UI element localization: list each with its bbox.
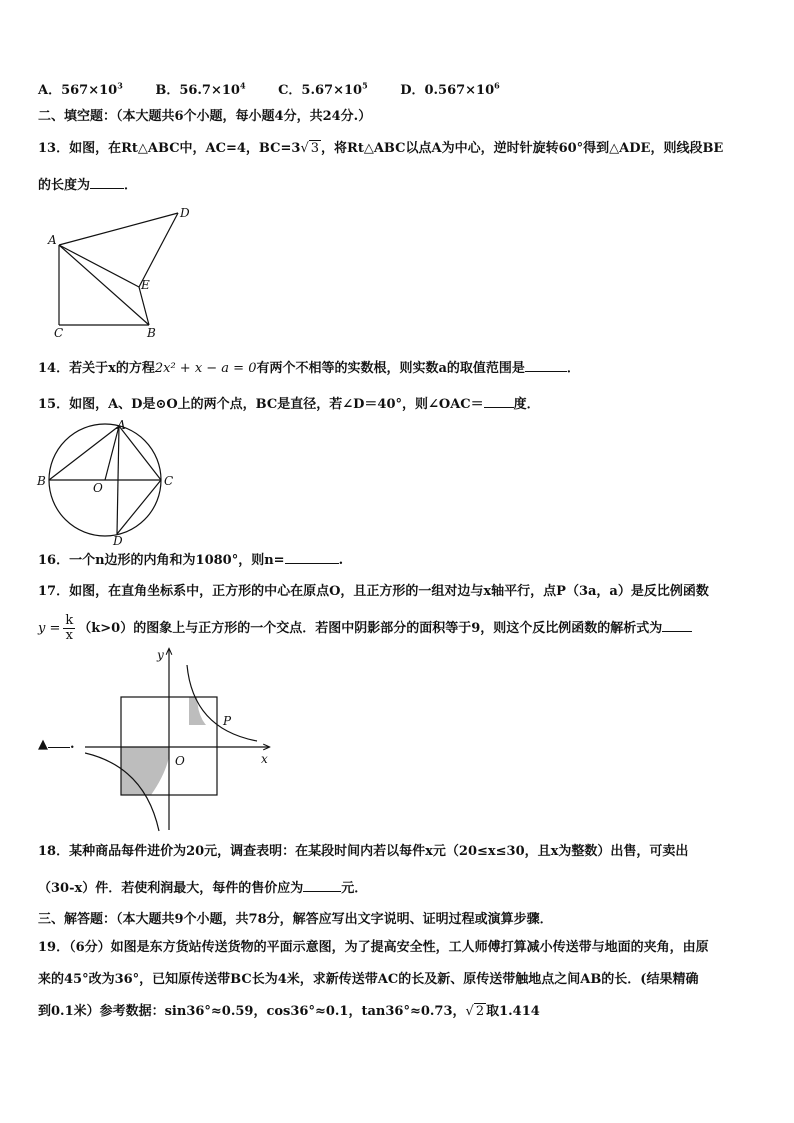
answer-blank[interactable] [303,879,341,892]
label-B: B [147,326,156,340]
label-E: E [141,278,150,292]
label-P: P [223,714,232,728]
q17-figure [85,645,285,835]
q12-option-c: C．$5.67\times 10^5$ [278,80,368,98]
label-y: y [157,648,164,662]
q18-line2: （30-x）件．若使利润最大，每件的售价应为 元． [38,881,368,896]
answer-blank[interactable] [285,551,339,564]
q17-line3: ▲ . [38,737,75,752]
q13-line1: 13．如图，在Rt△ABC中，AC=4，BC=3√ 3 ，将Rt△ABC以点A为中心，逆时针旋转60°得到△ADE，则线段BE [38,141,724,156]
answer-blank[interactable] [484,395,514,408]
label-A: A [117,418,126,432]
q18-line1: 18．某种商品每件进价为20元，调查表明：在某段时间内若以每件x元（20≤x≤30，且x为整数）出售，可卖出 [38,844,689,859]
q12-options [38,82,528,100]
triangle-marker-icon: ▲ [38,737,48,752]
answer-blank[interactable] [90,176,124,189]
q17-line1: 17．如图，在直角坐标系中，正方形的中心在原点O，且正方形的一组对边与x轴平行，点P（3a，a）是反比例函数 [38,584,709,599]
answer-blank[interactable] [662,619,692,632]
q15-figure [35,418,175,548]
sqrt-3: √ 3 [300,141,320,156]
fraction-k-over-x: $\frac{k}{x}$ [65,613,74,643]
label-D: D [113,534,123,548]
label-C: C [54,326,64,340]
q19-line3: 到0.1米）参考数据：sin36°≈0.59，cos36°≈0.1，tan36°≈0.73，√ 2 取1.414 [38,1004,540,1019]
label-A: A [48,233,57,247]
q14-line: 14．若关于x的方程2x² + x − a = 0有两个不相等的实数根，则实数a的取值范围是 ． [38,361,580,376]
q12-option-b: B．$56.7\times 10^4$ [155,80,246,98]
label-B: B [37,474,46,488]
label-D: D [180,206,190,220]
q15-line: 15．如图，A、D是⊙O上的两个点，BC是直径，若∠D＝40°，则∠OAC＝ 度． [38,397,540,412]
q12-option-a: A．$567\times 10^3$ [38,80,123,98]
section3-header: 三、解答题：（本大题共9个小题，共78分，解答应写出文字说明、证明过程或演算步骤． [38,912,553,927]
q12-option-d: D．$0.567\times 10^6$ [400,80,500,98]
q16-line: 16．一个n边形的内角和为1080°，则n= . [38,553,344,568]
sqrt-2: √ 2 [465,1004,485,1019]
label-O: O [93,481,103,495]
q19-line1: 19．（6分）如图是东方货站传送货物的平面示意图，为了提高安全性，工人师傅打算减小传送带与地面的夹角，由原 [38,940,709,955]
section2-header: 二、填空题：（本大题共6个小题，每小题4分，共24分.） [38,109,372,124]
answer-blank[interactable] [525,359,567,372]
q13-figure [45,205,205,340]
label-x: x [261,752,268,766]
q14-equation: 2x² + x − a = 0 [154,361,257,376]
answer-blank[interactable] [48,735,70,748]
label-C: C [164,474,174,488]
q17-line2: y = $\frac{k}{x}$ （k>0）的图象上与正方形的一个交点．若图中阴影部分的面积等于9，则这个反比例函数的解析式为 [38,614,692,644]
label-O: O [175,754,185,768]
q13-line2: 的长度为 ． [38,178,138,193]
q19-line2: 来的45°改为36°，已知原传送带BC长为4米，求新传送带AC的长及新、原传送带触地点之间AB的长．(结果精确 [38,972,699,987]
